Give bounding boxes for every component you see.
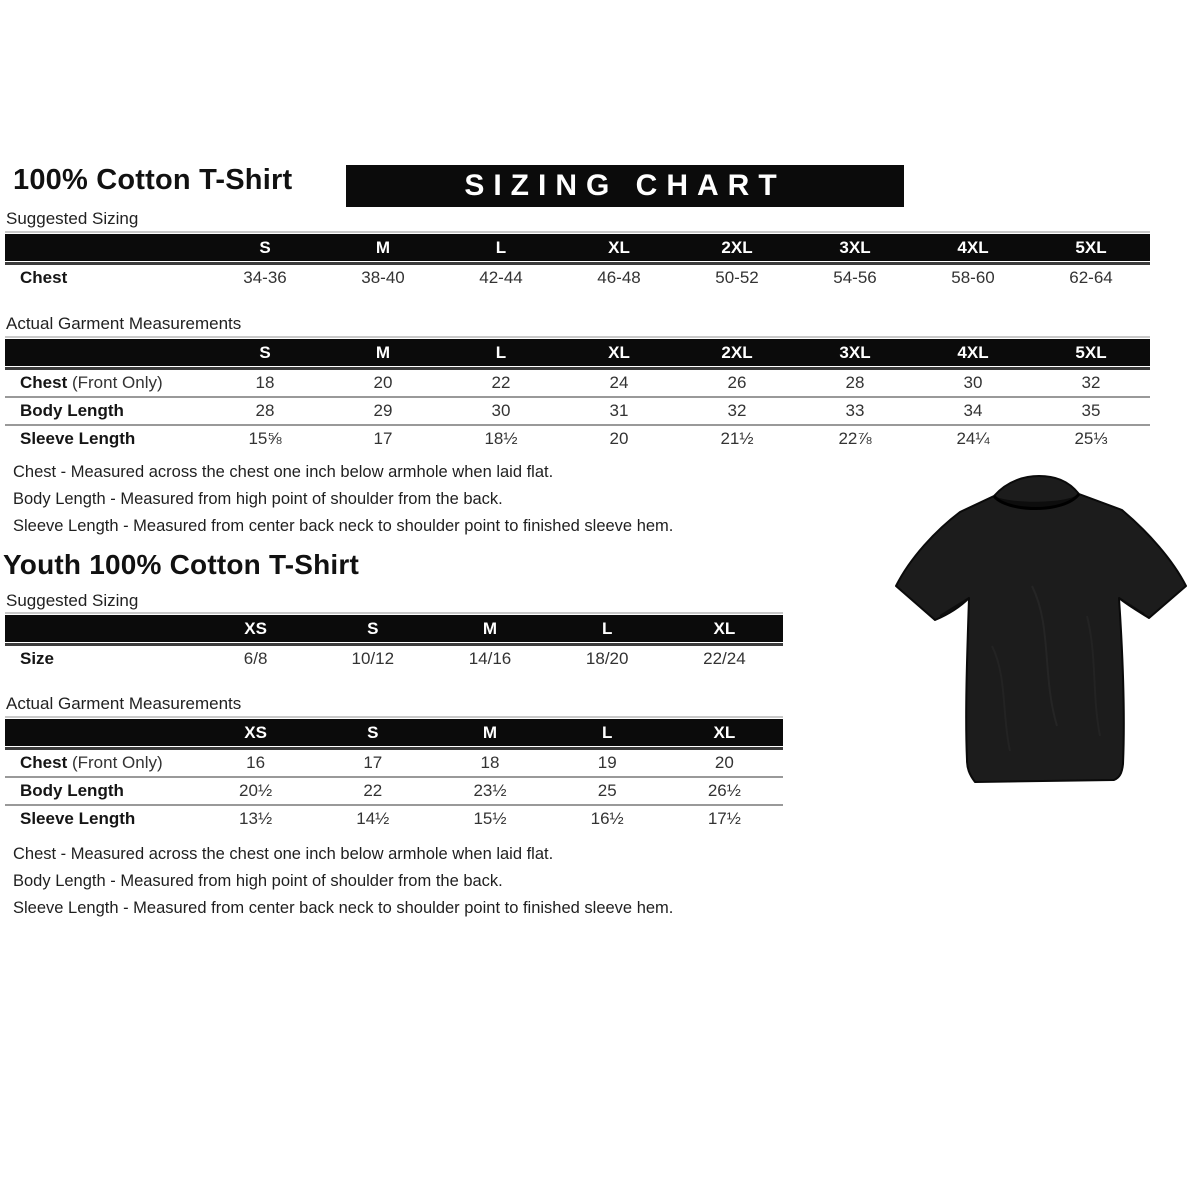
measurement-cell: 42-44 — [479, 268, 523, 287]
table-header-row — [5, 234, 1150, 261]
size-column-header: L — [495, 342, 507, 362]
row-label: Sleeve Length — [20, 429, 136, 448]
measurement-cell: 22 — [363, 781, 383, 800]
measurement-cell: 62-64 — [1069, 268, 1113, 287]
note-line: Body Length - Measured from high point of shoulder from the back. — [13, 872, 503, 890]
size-column-header: 2XL — [721, 237, 753, 257]
row-label: Chest — [20, 268, 68, 287]
measurement-cell: 14½ — [356, 809, 390, 828]
youth-page-title: Youth 100% Cotton T-Shirt — [3, 549, 360, 580]
adult-actual-measurements-label: Actual Garment Measurements — [6, 314, 242, 333]
row-label: Body Length — [20, 781, 124, 800]
row-label: Sleeve Length — [20, 809, 136, 828]
size-column-header: 5XL — [1075, 237, 1107, 257]
size-column-header: XL — [608, 237, 630, 257]
measurement-cell: 38-40 — [361, 268, 405, 287]
note-line: Sleeve Length - Measured from center back neck to shoulder point to finished sleeve hem. — [13, 517, 674, 535]
measurement-cell: 35 — [1081, 401, 1101, 420]
size-column-header: XL — [608, 342, 630, 362]
adult-measurement-notes — [13, 459, 673, 540]
measurement-cell: 33 — [845, 401, 865, 420]
measurement-cell: 16½ — [590, 809, 624, 828]
size-column-header: XS — [244, 722, 267, 742]
size-column-header: S — [367, 722, 379, 742]
size-column-header: XS — [244, 618, 267, 638]
measurement-cell: 21½ — [720, 429, 754, 448]
measurement-cell: 34-36 — [243, 268, 287, 287]
table-row — [5, 396, 1150, 424]
size-column-header: M — [375, 237, 391, 257]
note-line: Body Length - Measured from high point of shoulder from the back. — [13, 490, 503, 508]
row-label: Chest (Front Only) — [20, 753, 163, 772]
measurement-cell: 15⅝ — [248, 429, 282, 448]
table-row — [5, 367, 1150, 396]
table-header-row — [5, 615, 783, 642]
measurement-cell: 30 — [963, 373, 983, 392]
measurement-cell: 22 — [491, 373, 511, 392]
measurement-cell: 17 — [363, 753, 383, 772]
size-column-header: L — [602, 618, 613, 638]
measurement-cell: 18/20 — [585, 649, 629, 668]
measurement-cell: 32 — [727, 401, 747, 420]
measurement-cell: 10/12 — [351, 649, 395, 668]
measurement-cell: 32 — [1081, 373, 1101, 392]
note-line: Sleeve Length - Measured from center back neck to shoulder point to finished sleeve hem. — [13, 899, 674, 917]
measurement-cell: 24 — [609, 373, 629, 392]
size-column-header: M — [482, 618, 498, 638]
adult-actual-measurements-table — [5, 336, 1150, 452]
sizing-chart-banner: SIZING CHART — [346, 165, 904, 207]
table-header-row — [5, 719, 783, 746]
size-column-header: M — [482, 722, 498, 742]
measurement-cell: 19 — [597, 753, 617, 772]
size-column-header: S — [259, 237, 271, 257]
measurement-cell: 28 — [255, 401, 275, 420]
table-row — [5, 804, 783, 832]
youth-actual-measurements-label: Actual Garment Measurements — [6, 694, 242, 713]
table-row — [5, 643, 783, 672]
row-label: Size — [20, 649, 55, 668]
measurement-cell: 54-56 — [833, 268, 877, 287]
measurement-cell: 17½ — [707, 809, 741, 828]
table-header-row — [5, 339, 1150, 366]
adult-suggested-sizing-table — [5, 231, 1150, 291]
measurement-cell: 18½ — [484, 429, 518, 448]
table-row — [5, 747, 783, 776]
measurement-cell: 30 — [491, 401, 511, 420]
measurement-cell: 17 — [373, 429, 393, 448]
measurement-cell: 31 — [609, 401, 629, 420]
measurement-cell: 18 — [480, 753, 500, 772]
measurement-cell: 16 — [246, 753, 266, 772]
youth-measurement-notes — [13, 841, 673, 922]
measurement-cell: 46-48 — [597, 268, 641, 287]
measurement-cell: 26½ — [707, 781, 741, 800]
size-column-header: XL — [713, 722, 736, 742]
table-row — [5, 262, 1150, 291]
measurement-cell: 25⅓ — [1074, 429, 1108, 448]
size-column-header: L — [602, 722, 613, 742]
size-column-header: M — [375, 342, 391, 362]
size-column-header: 3XL — [839, 237, 871, 257]
tshirt-icon — [882, 466, 1197, 811]
size-column-header: 5XL — [1075, 342, 1107, 362]
measurement-cell: 29 — [373, 401, 393, 420]
table-row — [5, 424, 1150, 452]
table-row — [5, 776, 783, 804]
row-label: Chest (Front Only) — [20, 373, 163, 392]
measurement-cell: 20 — [714, 753, 734, 772]
measurement-cell: 24¼ — [956, 429, 990, 448]
row-label: Body Length — [20, 401, 124, 420]
measurement-cell: 23½ — [473, 781, 507, 800]
measurement-cell: 14/16 — [468, 649, 512, 668]
youth-suggested-sizing-table — [5, 612, 783, 672]
note-line: Chest - Measured across the chest one inch below armhole when laid flat. — [13, 845, 554, 863]
size-column-header: S — [367, 618, 379, 638]
measurement-cell: 20½ — [239, 781, 273, 800]
adult-suggested-sizing-label: Suggested Sizing — [6, 209, 139, 228]
tshirt-collar — [994, 494, 1079, 509]
size-column-header: S — [259, 342, 271, 362]
page-title: 100% Cotton T-Shirt — [13, 164, 293, 196]
size-column-header: XL — [713, 618, 736, 638]
measurement-cell: 34 — [963, 401, 983, 420]
measurement-cell: 25 — [597, 781, 617, 800]
measurement-cell: 20 — [609, 429, 629, 448]
youth-suggested-sizing-label: Suggested Sizing — [6, 591, 139, 610]
measurement-cell: 26 — [727, 373, 747, 392]
measurement-cell: 22/24 — [703, 649, 746, 668]
size-column-header: L — [495, 237, 507, 257]
youth-actual-measurements-table — [5, 716, 783, 832]
measurement-cell: 20 — [373, 373, 393, 392]
measurement-cell: 18 — [255, 373, 275, 392]
measurement-cell: 22⅞ — [838, 429, 872, 448]
size-column-header: 4XL — [957, 342, 989, 362]
measurement-cell: 15½ — [473, 809, 507, 828]
size-column-header: 4XL — [957, 237, 989, 257]
note-line: Chest - Measured across the chest one inch below armhole when laid flat. — [13, 463, 554, 481]
size-column-header: 2XL — [721, 342, 753, 362]
measurement-cell: 50-52 — [715, 268, 759, 287]
measurement-cell: 28 — [845, 373, 865, 392]
measurement-cell: 6/8 — [243, 649, 268, 668]
black-tshirt-image — [882, 466, 1197, 811]
measurement-cell: 13½ — [239, 809, 273, 828]
size-column-header: 3XL — [839, 342, 871, 362]
measurement-cell: 58-60 — [951, 268, 995, 287]
